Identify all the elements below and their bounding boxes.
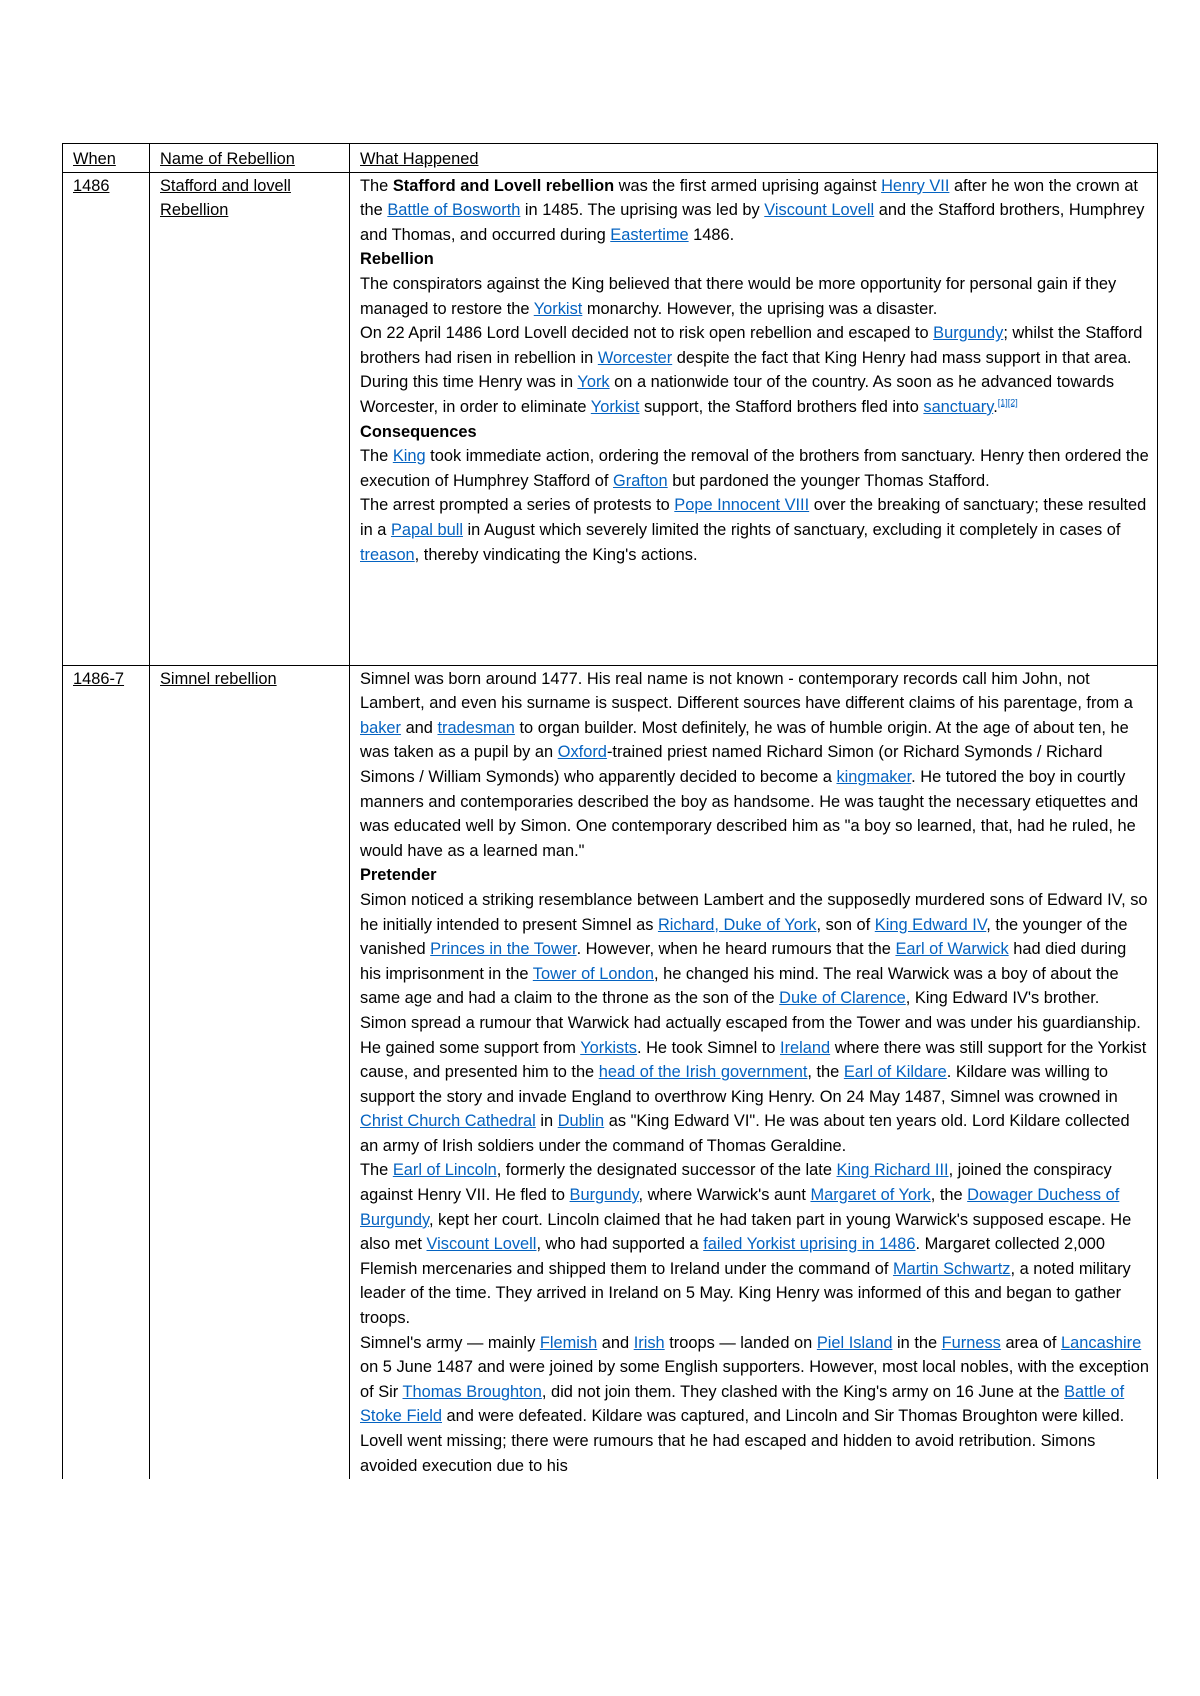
paragraph [360, 174, 1151, 248]
text-run: and were defeated. Kildare was captured, and Lincoln and Sir Thomas Broughton were killed. Lovell went missing; there were rumours that he had escaped and hidden to avoid retribution. Simons avoided execution due to his [360, 1407, 1125, 1475]
text-run: 1486. [688, 225, 735, 244]
text-run: monarchy. However, the uprising was a disaster. [582, 299, 938, 318]
wiki-link[interactable]: baker [360, 718, 402, 737]
text-run: had died during his imprisonment in the [360, 940, 1127, 983]
wiki-link[interactable]: failed Yorkist uprising in 1486 [703, 1235, 916, 1254]
text-run: , thereby vindicating the King's actions. [414, 545, 698, 564]
text-run: . [993, 397, 998, 416]
text-run: , a noted military leader of the time. They arrived in Ireland on 5 May. King Henry was informed of this and began to gather troops. [360, 1259, 1131, 1328]
row-name: Stafford and lovell Rebellion [150, 172, 350, 665]
wiki-link[interactable]: Yorkists [580, 1038, 637, 1057]
row-what-happened [350, 665, 1158, 1479]
wiki-link[interactable]: Battle of Stoke Field [360, 1382, 1125, 1426]
wiki-link[interactable]: Worcester [597, 348, 673, 367]
wiki-link[interactable]: York [577, 373, 610, 392]
text-run: The [360, 1161, 393, 1180]
wiki-link[interactable]: Irish [633, 1333, 665, 1352]
header-what-happened: What Happened [350, 144, 1158, 173]
wiki-link[interactable]: Eastertime [610, 225, 689, 244]
table-row [63, 665, 1158, 1479]
wiki-link[interactable]: Dublin [557, 1112, 605, 1131]
superscript [998, 397, 1018, 407]
text-run: , son of [816, 915, 875, 934]
paragraph [360, 321, 1151, 370]
table-row [63, 172, 1158, 665]
wiki-link[interactable]: Oxford [557, 743, 607, 762]
wiki-link[interactable]: treason [360, 545, 415, 564]
wiki-link[interactable]: Princes in the Tower [430, 940, 577, 959]
citation-link[interactable]: [1][2] [997, 397, 1018, 408]
text-run: after he won the crown at the [360, 176, 1138, 220]
wiki-link[interactable]: sanctuary [923, 397, 994, 416]
text-run: Simon spread a rumour that Warwick had actually escaped from the Tower and was under his guardianship. He gained some support from [360, 1013, 1141, 1057]
wiki-link[interactable]: head of the Irish government [598, 1063, 808, 1082]
text-run: on 5 June 1487 and were joined by some English supporters. However, most local nobles, with the exception of Sir [360, 1358, 1150, 1401]
text-run: Simnel was born around 1477. His real name is not known - contemporary records call him John, not Lambert, and even his surname is suspect. Different sources have different claims of his parentage, from a [360, 669, 1133, 713]
text-run: Simnel's army — mainly [360, 1333, 540, 1352]
wiki-link[interactable]: Lancashire [1061, 1333, 1142, 1352]
bold-text: Stafford and Lovell rebellion [392, 176, 615, 195]
text-run: and [401, 718, 438, 737]
wiki-link[interactable]: Earl of Kildare [843, 1063, 947, 1082]
section-heading: Pretender [360, 866, 437, 885]
wiki-link[interactable]: Christ Church Cathedral [360, 1112, 536, 1131]
paragraph [360, 444, 1151, 493]
text-run: , King Edward IV's brother. [905, 989, 1100, 1008]
wiki-link[interactable]: Ireland [780, 1038, 831, 1057]
text-run: over the breaking of sanctuary; these resulted in a [360, 496, 1147, 539]
header-when: When [63, 144, 150, 173]
paragraph [360, 1158, 1151, 1330]
section-heading: Consequences [360, 422, 477, 441]
text-run: . He took Simnel to [636, 1038, 781, 1057]
wiki-link[interactable]: Battle of Bosworth [387, 201, 521, 220]
wiki-link[interactable]: Papal bull [390, 520, 463, 539]
paragraph [360, 1011, 1151, 1159]
text-run: but pardoned the younger Thomas Stafford. [667, 471, 990, 490]
wiki-link[interactable]: Viscount Lovell [426, 1235, 537, 1254]
wiki-link[interactable]: kingmaker [836, 767, 912, 786]
text-run: . Margaret collected 2,000 Flemish mercenaries and shipped them to Ireland under the command of [360, 1235, 1106, 1278]
wiki-link[interactable]: Henry VII [881, 176, 950, 195]
wiki-link[interactable]: Martin Schwartz [892, 1259, 1011, 1278]
paragraph [360, 888, 1151, 1011]
wiki-link[interactable]: Pope Innocent VIII [674, 496, 810, 515]
text-run: , the [807, 1063, 844, 1082]
text-run: as "King Edward VI". He was about ten years old. Lord Kildare collected an army of Irish soldiers under the command of Thomas Geraldine. [360, 1112, 1130, 1155]
wiki-link[interactable]: tradesman [437, 718, 515, 737]
text-run: in 1485. The uprising was led by [520, 201, 765, 220]
header-name-of-rebellion: Name of Rebellion [150, 144, 350, 173]
text-run: to organ builder. Most definitely, he was of humble origin. At the age of about ten, he was taken as a pupil by an [360, 718, 1129, 762]
text-run: The arrest prompted a series of protests to [360, 496, 675, 515]
text-run: was the first armed uprising against [614, 176, 882, 195]
paragraph [360, 370, 1151, 419]
text-run: Simon noticed a striking resemblance between Lambert and the supposedly murdered sons of Edward IV, so he initially intended to present Simnel as [360, 890, 1148, 934]
table-header-row [63, 144, 1158, 173]
text-run: . He tutored the boy in courtly manners and contemporaries described the boy as handsome. He was taught the necessary etiquettes and was educated well by Simon. One contemporary described him as "a boy so learned, that, had he ruled, he would have as a learned man." [360, 767, 1139, 860]
text-run: , formerly the designated successor of the late [496, 1161, 837, 1180]
wiki-link[interactable]: Margaret of York [810, 1186, 931, 1205]
wiki-link[interactable]: Earl of Lincoln [392, 1161, 497, 1180]
text-run: The [360, 176, 393, 195]
text-run: , he changed his mind. The real Warwick was a boy of about the same age and had a claim to the throne as the son of the [360, 964, 1119, 1008]
text-run: , did not join them. They clashed with the King's army on 16 June at the [541, 1382, 1065, 1401]
paragraph [360, 272, 1151, 321]
text-run: on a nationwide tour of the country. As soon as he advanced towards Worcester, in order to eliminate [360, 373, 1115, 416]
text-run: where there was still support for the Yorkist cause, and presented him to the [360, 1038, 1147, 1082]
row-name: Simnel rebellion [150, 665, 350, 1479]
text-run: During this time Henry was in [360, 373, 578, 392]
rebellions-table [62, 143, 1158, 1479]
wiki-link[interactable]: Dowager Duchess of Burgundy [360, 1186, 1120, 1229]
wiki-link[interactable]: Earl of Warwick [895, 940, 1009, 959]
text-run: , joined the conspiracy against Henry VII. He fled to [360, 1161, 1112, 1205]
text-run: in [535, 1112, 558, 1131]
text-run: troops — landed on [664, 1333, 817, 1352]
text-run: area of [1000, 1333, 1062, 1352]
wiki-link[interactable]: Duke of Clarence [779, 989, 906, 1008]
row-when: 1486-7 [63, 665, 150, 1479]
text-run: . Kildare was willing to support the story and invade England to overthrow King Henry. On 24 May 1487, Simnel was crowned in [360, 1063, 1118, 1106]
text-run: -trained priest named Richard Simon (or Richard Symonds / Richard Simons / William Symonds) who apparently decided to become a [360, 743, 1103, 786]
wiki-link[interactable]: Grafton [612, 471, 668, 490]
text-run: , the younger of the vanished [360, 915, 1128, 959]
wiki-link[interactable]: Furness [941, 1333, 1001, 1352]
wiki-link[interactable]: Flemish [539, 1333, 598, 1352]
text-run: ; whilst the Stafford brothers had risen in rebellion in [360, 324, 1143, 367]
wiki-link[interactable]: Yorkist [533, 299, 583, 318]
text-run: On 22 April 1486 Lord Lovell decided not to risk open rebellion and escaped to [360, 324, 934, 343]
paragraph [360, 493, 1151, 567]
wiki-link[interactable]: King Edward IV [874, 915, 987, 934]
text-run: and the Stafford brothers, Humphrey and Thomas, and occurred during [360, 201, 1145, 244]
section-heading: Rebellion [360, 250, 434, 269]
text-run: The [360, 447, 393, 466]
text-run: support, the Stafford brothers fled into [639, 397, 924, 416]
document-page [62, 143, 1157, 1479]
text-run: . However, when he heard rumours that the [576, 940, 896, 959]
row-when: 1486 [63, 172, 150, 665]
wiki-link[interactable]: Tower of London [532, 964, 654, 983]
text-run: despite the fact that King Henry had mass support in that area. [672, 348, 1132, 367]
paragraph [360, 1331, 1151, 1479]
wiki-link[interactable]: Burgundy [933, 324, 1004, 343]
text-run: , where Warwick's aunt [638, 1186, 811, 1205]
text-run: , the [930, 1186, 968, 1205]
text-run: , who had supported a [536, 1235, 704, 1254]
wiki-link[interactable]: Richard, Duke of York [657, 915, 817, 934]
wiki-link[interactable]: Piel Island [816, 1333, 893, 1352]
wiki-link[interactable]: King [392, 447, 426, 466]
text-run: in August which severely limited the rights of sanctuary, excluding it completely in cases of [462, 520, 1121, 539]
text-run: and [597, 1333, 634, 1352]
wiki-link[interactable]: Yorkist [590, 397, 640, 416]
text-run: The conspirators against the King believed that there would be more opportunity for personal gain if they managed to restore the [360, 274, 1117, 318]
wiki-link[interactable]: Thomas Broughton [402, 1382, 542, 1401]
row-what-happened [350, 172, 1158, 665]
text-run: in the [892, 1333, 942, 1352]
wiki-link[interactable]: Viscount Lovell [764, 201, 875, 220]
text-run: took immediate action, ordering the removal of the brothers from sanctuary. Henry then ordered the execution of Humphrey Stafford of [360, 447, 1149, 490]
text-run: , kept her court. Lincoln claimed that he had taken part in young Warwick's supposed escape. He also met [360, 1210, 1132, 1254]
wiki-link[interactable]: Burgundy [569, 1186, 639, 1205]
paragraph [360, 667, 1151, 864]
wiki-link[interactable]: King Richard III [836, 1161, 949, 1180]
